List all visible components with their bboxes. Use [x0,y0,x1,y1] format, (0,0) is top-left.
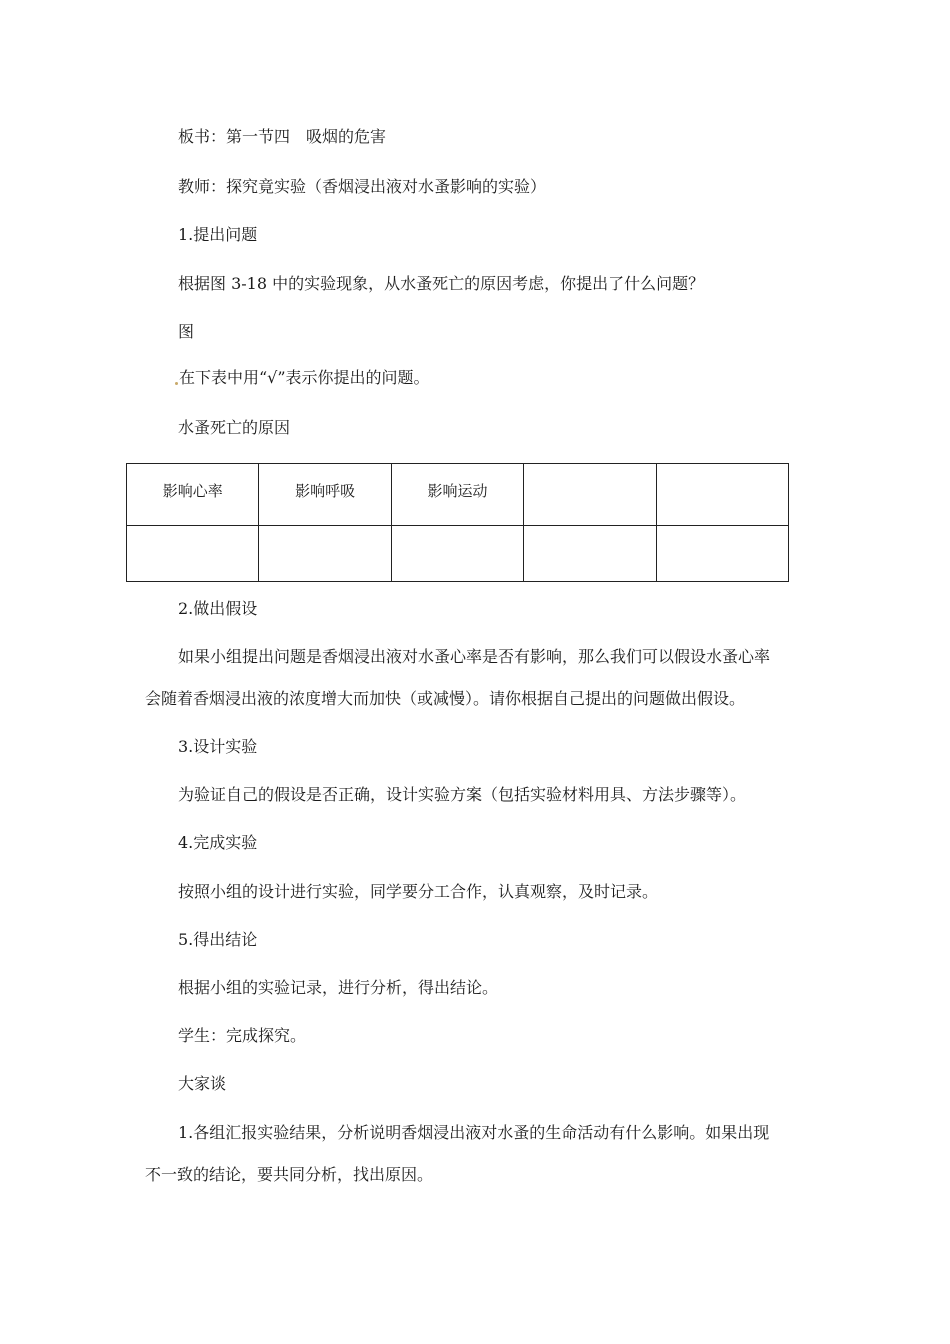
discussion-line-2: 不一致的结论，要共同分析，找出原因。 [145,1165,434,1184]
design-text: 为验证自己的假设是否正确，设计实验方案（包括实验材料用具、方法步骤等）。 [178,785,747,804]
board-title: 板书：第一节四 吸烟的危害 [178,127,387,146]
table-caption: 水蚤死亡的原因 [178,418,291,437]
table-cell [524,464,656,526]
cell-text: 影响心率 [162,482,223,500]
conduct-text: 按照小组的设计进行实验，同学要分工合作，认真观察，及时记录。 [178,882,659,901]
dot-mark-icon [175,382,178,385]
table-cell [127,464,259,526]
table-row [127,526,789,582]
table-cell [391,526,523,582]
table-cell [656,464,788,526]
table-cell [391,464,523,526]
step-1-question: 根据图 3-18 中的实验现象，从水蚤死亡的原因考虑，你提出了什么问题？ [178,274,705,293]
discussion-heading: 大家谈 [178,1074,227,1093]
hypothesis-line-1: 如果小组提出问题是香烟浸出液对水蚤心率是否有影响，那么我们可以假设水蚤心率 [178,647,771,666]
table-cell [127,526,259,582]
step-2-heading: 2.做出假设 [178,599,258,618]
student-text: 学生：完成探究。 [178,1026,307,1045]
figure-label: 图 [178,322,195,341]
conclusion-text: 根据小组的实验记录，进行分析，得出结论。 [178,978,499,997]
table-row [127,464,789,526]
cell-text: 影响呼吸 [295,482,356,500]
step-4-heading: 4.完成实验 [178,833,258,852]
teacher-intro: 教师：探究竟实验（香烟浸出液对水蚤影响的实验） [178,177,547,196]
step-3-heading: 3.设计实验 [178,737,258,756]
table-cell [656,526,788,582]
table-instruction-line [175,368,430,388]
table-cell [259,526,391,582]
table-cell [259,464,391,526]
step-5-heading: 5.得出结论 [178,930,258,949]
cause-table [126,463,789,582]
hypothesis-line-2: 会随着香烟浸出液的浓度增大而加快（或减慢）。请你根据自己提出的问题做出假设。 [145,689,746,708]
discussion-line-1: 1.各组汇报实验结果，分析说明香烟浸出液对水蚤的生命活动有什么影响。如果出现 [178,1123,770,1142]
step-1-heading: 1.提出问题 [178,225,258,244]
cell-text: 影响运动 [427,482,488,500]
table-cell [524,526,656,582]
table-instruction: 在下表中用“√”表示你提出的问题。 [179,368,430,387]
